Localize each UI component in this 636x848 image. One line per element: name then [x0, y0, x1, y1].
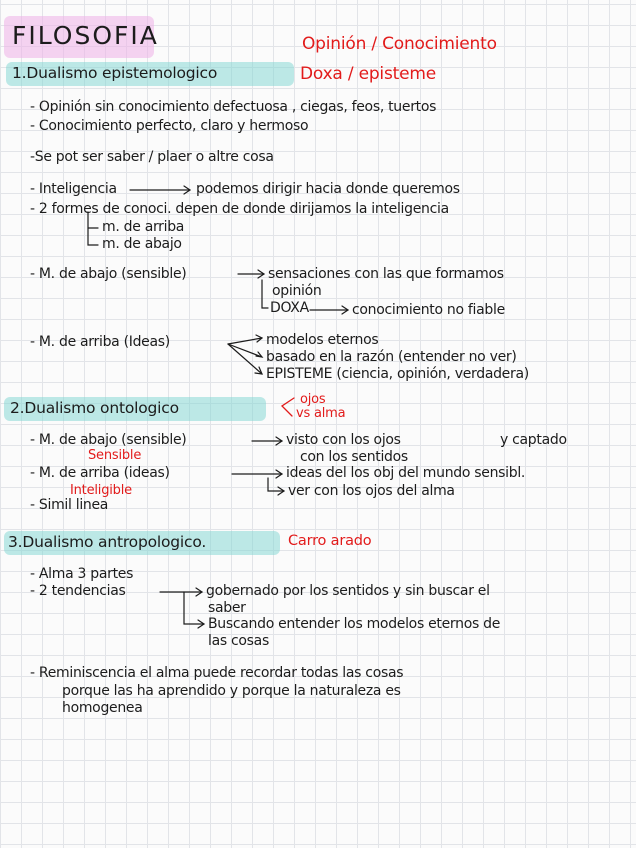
note-line: porque las ha aprendido y porque la naturaleza es — [62, 683, 401, 699]
page-title: FILOSOFIA — [12, 21, 159, 50]
doxa-episteme-heading: Doxa / episteme — [300, 64, 436, 84]
note-line: m. de arriba — [102, 219, 185, 235]
note-line: - 2 formes de conoci. depen de donde dirijamos la inteligencia — [30, 201, 449, 217]
note-line: conocimiento no fiable — [352, 302, 505, 318]
inteligible-annotation: Inteligible — [70, 483, 132, 498]
note-line: - M. de arriba (Ideas) — [30, 334, 170, 350]
note-line: EPISTEME (ciencia, opinión, verdadera) — [266, 366, 529, 382]
note-line: - Simil linea — [30, 497, 109, 513]
note-line: y captado — [500, 432, 567, 448]
note-line: - Reminiscencia el alma puede recordar todas las cosas — [30, 665, 404, 681]
note-line: ideas del los obj del mundo sensibl. — [286, 465, 526, 481]
section2-heading: 2.Dualismo ontologico — [10, 399, 179, 417]
note-line: -Se pot ser saber / plaer o altre cosa — [30, 149, 274, 165]
note-line: - M. de arriba (ideas) — [30, 465, 170, 481]
note-line: - Opinión sin conocimiento defectuosa , ciegas, feos, tuertos — [30, 99, 437, 115]
note-line: gobernado por los sentidos y sin buscar el — [206, 583, 490, 599]
note-line: ver con los ojos del alma — [288, 483, 455, 499]
note-line: con los sentidos — [300, 449, 408, 465]
section2-annotation-bottom: vs alma — [296, 406, 346, 421]
opinion-conocimiento-heading: Opinión / Conocimiento — [302, 34, 497, 54]
note-line: Buscando entender los modelos eternos de — [208, 616, 501, 632]
note-line: las cosas — [208, 633, 269, 649]
note-line: - Conocimiento perfecto, claro y hermoso — [30, 118, 309, 134]
note-line: saber — [208, 600, 246, 616]
section2-annotation-top: ojos — [300, 392, 326, 407]
section1-heading: 1.Dualismo epistemologico — [12, 64, 218, 82]
note-line: - 2 tendencias — [30, 583, 126, 599]
note-line: podemos dirigir hacia donde queremos — [196, 181, 460, 197]
note-line: opinión — [272, 283, 322, 299]
sensible-annotation: Sensible — [88, 448, 142, 463]
note-line: - M. de abajo (sensible) — [30, 432, 187, 448]
section3-heading: 3.Dualismo antropologico. — [8, 533, 207, 551]
note-line: basado en la razón (entender no ver) — [266, 349, 517, 365]
note-line: visto con los ojos — [286, 432, 401, 448]
note-line: homogenea — [62, 700, 143, 716]
note-line: sensaciones con las que formamos — [268, 266, 504, 282]
note-line: m. de abajo — [102, 236, 182, 252]
section3-annotation: Carro arado — [288, 533, 372, 549]
note-line: DOXA — [270, 300, 309, 316]
note-line: - Inteligencia — [30, 181, 117, 197]
note-line: - Alma 3 partes — [30, 566, 134, 582]
note-line: - M. de abajo (sensible) — [30, 266, 187, 282]
note-line: modelos eternos — [266, 332, 379, 348]
